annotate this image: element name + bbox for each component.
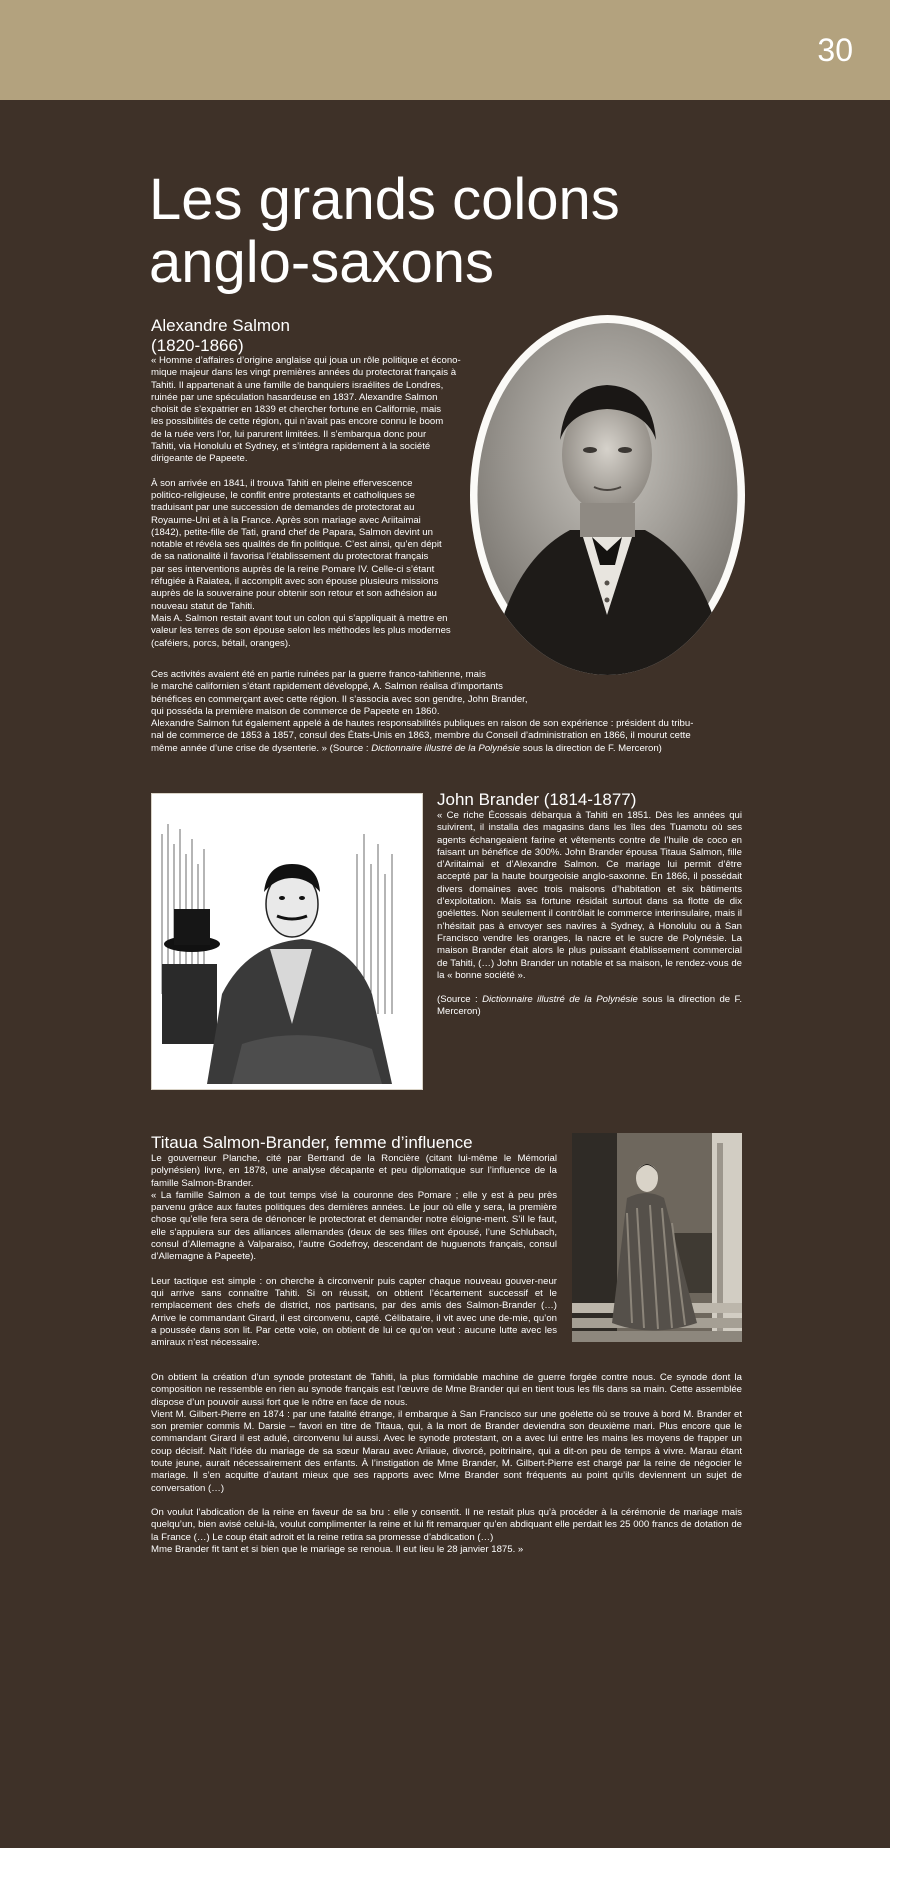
salmon-paragraph-2: À son arrivée en 1841, il trouva Tahiti en pleine effervescence politico-religieuse, le conflit entre protestants et catholiques se traduisant par une succession de demandes de protectorat au Royaume-Uni et à la France. Après son mariage avec Ariitaimai (1842), petite-fille de Tati, grand chef de Papara, Salmon devint un notable et révéla ses qualités de fin politique. C’est ainsi, qu’en dépit de sa nationalité il favorisa l’établissement du protectorat français par ses interventions auprès de la reine Pomare IV. Celle-ci s’étant réfugiée à Raiatea, il accomplit avec son épouse plusieurs missions auprès de la souveraine pour obtenir son retour et son adhésion au nouveau statut de Tahiti. Mais A. Salmon restait avant tout un colon qui s’appliquait à mettre en valeur les terres de son épouse selon les méthodes les plus modernes (caféiers, porcs, bétail, oranges). — [151, 477, 451, 649]
salmon-dates: (1820-1866) — [151, 336, 244, 355]
brander-source-prefix: (Source : — [437, 994, 483, 1006]
brander-source — [437, 994, 742, 1019]
titaua-heading: Titaua Salmon-Brander, femme d’influence — [151, 1133, 473, 1152]
photo-titaua-salmon-brander — [572, 1133, 742, 1342]
portrait-alexandre-salmon — [470, 315, 745, 675]
brander-text — [437, 810, 742, 1019]
photo-image — [572, 1133, 742, 1342]
brander-heading: John Brander (1814-1877) — [437, 790, 637, 809]
portrait-image — [470, 315, 745, 675]
page-title: Les grands colons anglo-saxons — [149, 167, 620, 295]
salmon-source-suffix: sous la direction de F. Merceron) — [520, 742, 662, 754]
engraving-john-brander — [151, 793, 423, 1090]
salmon-text-top — [151, 355, 491, 650]
brander-paragraph: « Ce riche Écossais débarqua à Tahiti en 1851. Dès les années qui suivirent, il installa des magasins dans les îles des Tuamotu où ses agents échangeaient farine et vêtements contre de l’huile de coco en faisant un bénéfice de 300%. John Brander épousa Titaua Salmon, fille d’Ariitaimai et d’Alexandre Salmon. Ce mariage lui permit d’être accepté par la haute bourgeoisie anglo-saxonne. En 1866, il possédait divers domaines avec trois maisons d’habitation et six bâtiments d’exploitation. Mais sa fortune résidait surtout dans sa flotte de dix goélettes. Non seulement il contrôlait le commerce interinsulaire, mais il n’hésitait pas à envoyer ses navires à Sydney, à Honolulu ou à San Francisco vendre les oranges, la nacre et le sucre de Polynésie. La maison Brander était alors le plus puissant établissement commercial de Tahiti, (…) John Brander un notable et sa maison, le rendez-vous de la « bonne société ». — [437, 810, 742, 981]
brander-source-suffix: sous la direction de F. Merceron) — [437, 994, 742, 1018]
salmon-paragraph-1: « Homme d’affaires d’origine anglaise qui joua un rôle politique et écono- mique majeur dans les vingt premières années du protectorat français à Tahiti. Il appartenait à une famille de banquiers israélites de Londres, ruinée par une spéculation hasardeuse en 1837. Alexandre Salmon choisit de s’expatrier en 1839 et chercher fortune en Californie, mais les possibilités de cette région, qui n’avait pas encore connu le boom de la ruée vers l’or, lui parurent limitées. Il s’embarqua donc pour Tahiti, via Honolulu et Sydney, et s’intégra rapidement à la société dirigeante de Papeete. — [151, 355, 461, 465]
titaua-text-bottom — [151, 1372, 742, 1556]
brander-source-title: Dictionnaire illustré de la Polynésie — [482, 994, 638, 1006]
titaua-paragraph-3: On obtient la création d’un synode protestant de Tahiti, la plus formidable machine de guerre forgée contre nous. Ce synode dont la composition ne ressemble en rien au synode français est l’œuvre de Mme Brander qui en tient tous les fils dans sa main. Cette assemblée dispose d’un pouvoir aussi fort que le nôtre en face de nous. Vient M. Gilbert-Pierre en 1874 : par une fatalité étrange, il embarque à San Francisco sur une goélette où se trouve à bord M. Brander et son premier commis M. Darsie – favori en titre de Titaua, qui, à la mort de Brander deviendra son deuxième mari. Plus encore que le commandant Girard il est adulé, circonvenu lui aussi. Avec le synode protestant, on a avec lui entre les mains les moyens de frapper un coup décisif. Naît l’idée du mariage de sa sœur Marau avec Ariiaue, divorcé, poitrinaire, qui a dit-on peu de temps à vivre. Marau étant toute jeune, aurait nécessairement des enfants. À l’instigation de Mme Brander, M. Gilbert-Pierre est chargé par la reine de négocier le mariage. Il s’en acquitte d’autant mieux que ses rapports avec Mme Brander sont fréquents au point qu’ils deviennent un sujet de conversation (…) — [151, 1372, 742, 1494]
salmon-paragraph-3 — [151, 669, 746, 755]
titaua-paragraph-4: On voulut l’abdication de la reine en faveur de sa bru : elle y consentit. Il ne restait plus qu’à procéder à la cérémonie de mariage mais quelqu’un, bien avisé celui-là, voulut complimenter la reine et lui fit remarquer qu’en abdiquant elle perdait les 25 000 francs de dotation de la France (…) Le coup était adroit et la reine retira sa promesse d’abdication (…) Mme Brander fit tant et si bien que le mariage se renoua. Il eut lieu le 28 janvier 1875. » — [151, 1506, 742, 1555]
salmon-text-bottom — [151, 669, 746, 755]
salmon-heading — [151, 316, 290, 356]
salmon-paragraph-3-text: Ces activités avaient été en partie ruinées par la guerre franco-tahitienne, mais le marché californien s’étant rapidement développé, A. Salmon réalisa d’importants bénéfices en commerçant avec cette région. Il s’associa avec son gendre, John Brander, qui posséda la première maison de commerce de Papeete en 1860. Alexandre Salmon fut également appelé à de hautes responsabilités publiques en raison de son expérience : président du tribu- nal de commerce de 1853 à 1857, consul des États-Unis en 1863, membre du Conseil d’administration en 1866, il mourut cette même année d’une crise de dysenterie. » (Source : — [151, 669, 694, 754]
salmon-source-title: Dictionnaire illustré de la Polynésie — [371, 742, 521, 754]
salmon-name: Alexandre Salmon — [151, 316, 290, 335]
titaua-paragraph-1: Le gouverneur Planche, cité par Bertrand de la Roncière (citant lui-même le Mémorial polynésien) livre, en 1878, une analyse décapante et peu diplomatique sur l’influence de la famille Salmon-Brander. « La famille Salmon a de tout temps visé la couronne des Pomare ; elle y est à peu près parvenu grâce aux fautes politiques des dernières années. Le jour où elle y sera, la première chose qu’elle fera sera de dénoncer le protectorat et demander notre éloigne-ment. S’il le faut, elle s’appuiera sur des alliances allemandes (deux de ses filles ont épousé, l’une Schlubach, consul d’Allemagne à Valparaiso, l’autre Godefroy, descendant de huguenots français, consul d’Allemagne à Papeete). — [151, 1153, 557, 1263]
titaua-text-top — [151, 1153, 557, 1349]
page-number: 30 — [817, 32, 853, 68]
header-band — [0, 0, 897, 100]
engraving-image — [152, 794, 422, 1089]
titaua-paragraph-2: Leur tactique est simple : on cherche à circonvenir puis capter chaque nouveau gouver-neur qui arrive sans connaître Tahiti. Si on réussit, on obtient l’écartement successif et le remplacement des chefs de district, nos partisans, par des amis des Salmon-Brander (…) Arrive le commandant Girard, il est circonvenu, capté. Célibataire, il vit avec une de-mie, qu’on a poussée dans son lit. Par cette voie, on obtient de lui ce qu’on veut : aucune lutte avec les amiraux n’est nécessaire. — [151, 1275, 557, 1349]
page-edge — [890, 0, 897, 1900]
